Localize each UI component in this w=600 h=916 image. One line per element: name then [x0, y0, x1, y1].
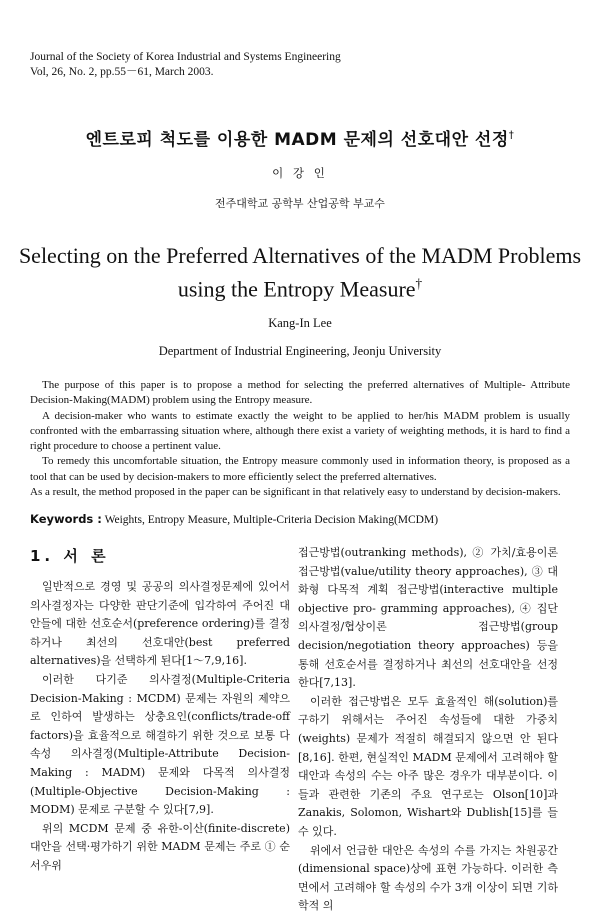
english-title	[0, 242, 600, 303]
dagger-mark: †	[415, 276, 423, 291]
english-title-line1: Selecting on the Preferred Alternatives of the MADM Problems	[18, 243, 582, 268]
body-paragraph: 이러한 다기준 의사결정(Multiple-Criteria Decision-Making : MCDM) 문제는 자원의 제약으로 인하여 발생하는 상충요인(conflicts/trade-off factors)을 효율적으로 해결하기 위한 것으로 보통 다속성 의사결정(Multiple-Attribute Decision-Making : MADM) 문제와 다목적 의사결정(Multiple-Objective Decision-Making : MODM) 문제로 구분할 수 있다[7,9].	[30, 672, 290, 817]
body-paragraph: 일반적으로 경영 및 공공의 의사결정문제에 있어서 의사결정자는 다양한 판단기준에 입각하여 주어진 대안들에 대한 선호순서(preference ordering)를 결정하거나 최선의 선호대안(best preferred alternatives)을 선택하게 된다[1～7,9,16].	[30, 580, 290, 668]
korean-affiliation: 전주대학교 공학부 산업공학 부교수	[215, 197, 385, 210]
korean-author: 이 강 인	[272, 166, 328, 180]
body-paragraph: 접근방법(outranking methods), ② 가치/효용이론 접근방법(value/utility theory approaches), ③ 대화형 다목적 계획 접근방법(interactive multiple objective pro- gramming approaches), ④ 집단의사결정/협상이론 접근방법(group decision/negotiation theory approaches) 등을 통해 선호순서를 결정하거나 최선의 선호대안을 선정한다[7,13].	[298, 546, 558, 690]
keywords-text: Weights, Entropy Measure, Multiple-Criteria Decision Making(MCDM)	[104, 514, 439, 526]
english-author: Kang-In Lee	[268, 316, 332, 330]
abstract-paragraph: The purpose of this paper is to propose a method for selecting the preferred alternatives of Multiple- Attribute Decision-Making(MADM) problem using the Entropy measure.	[30, 379, 570, 407]
journal-header	[30, 50, 341, 80]
journal-volume: Vol, 26, No. 2, pp.55－61, March 2003.	[30, 66, 214, 78]
korean-title	[0, 125, 600, 150]
body-column-left	[30, 578, 290, 876]
abstract	[30, 378, 570, 500]
dagger-mark: †	[508, 130, 515, 142]
body-paragraph: 위의 MCDM 문제 중 유한-이산(finite-discrete) 대안을 선택·평가하기 위한 MADM 문제는 주로 ① 순서우위	[30, 821, 290, 872]
abstract-paragraph: As a result, the method proposed in the paper can be significant in that relatively easy to understand by decision-makers.	[30, 486, 561, 499]
korean-title-text: 엔트로피 척도를 이용한 MADM 문제의 선호대안 선정	[85, 130, 509, 150]
abstract-paragraph: To remedy this uncomfortable situation, the Entropy measure commonly used in information theory, is proposed as a tool that can be used by decision-makers to more efficiently select the preferred alternatives.	[30, 455, 570, 483]
journal-name: Journal of the Society of Korea Industrial and Systems Engineering	[30, 51, 341, 63]
keywords	[30, 512, 438, 526]
body-column-right	[298, 544, 558, 916]
english-affiliation: Department of Industrial Engineering, Jeonju University	[158, 344, 442, 358]
abstract-paragraph: A decision-maker who wants to estimate exactly the weight to be applied to her/his MADM problem is usually confronted with the embarrassing situation where, although there exist a variety of weighting methods, it is hard to find a right procedure to choose a pertinent value.	[30, 409, 570, 453]
english-title-line2: using the Entropy Measure	[177, 276, 416, 302]
body-paragraph: 위에서 언급한 대안은 속성의 수를 가지는 차원공간(dimensional space)상에 표현 가능하다. 이러한 측면에서 고려해야 할 속성의 수가 3개 이상이 되면 기하학적 의	[298, 843, 558, 913]
body-paragraph: 이러한 접근방법은 모두 효율적인 해(solution)를 구하기 위해서는 주어진 속성들에 대한 가중치(weights) 문제가 적절히 해결되지 않으면 안 된다[8,16]. 한편, 현실적인 MADM 문제에서 고려해야 할 대안과 속성의 수는 아주 많은 경우가 대부분이다. 이들과 관련한 기존의 주요 연구로는 Olson[10]과 Zanakis, Solomon, Wishart와 Dublish[15]를 들 수 있다.	[298, 694, 558, 838]
keywords-label: Keywords :	[30, 512, 102, 526]
section-heading: 1. 서 론	[30, 547, 110, 565]
